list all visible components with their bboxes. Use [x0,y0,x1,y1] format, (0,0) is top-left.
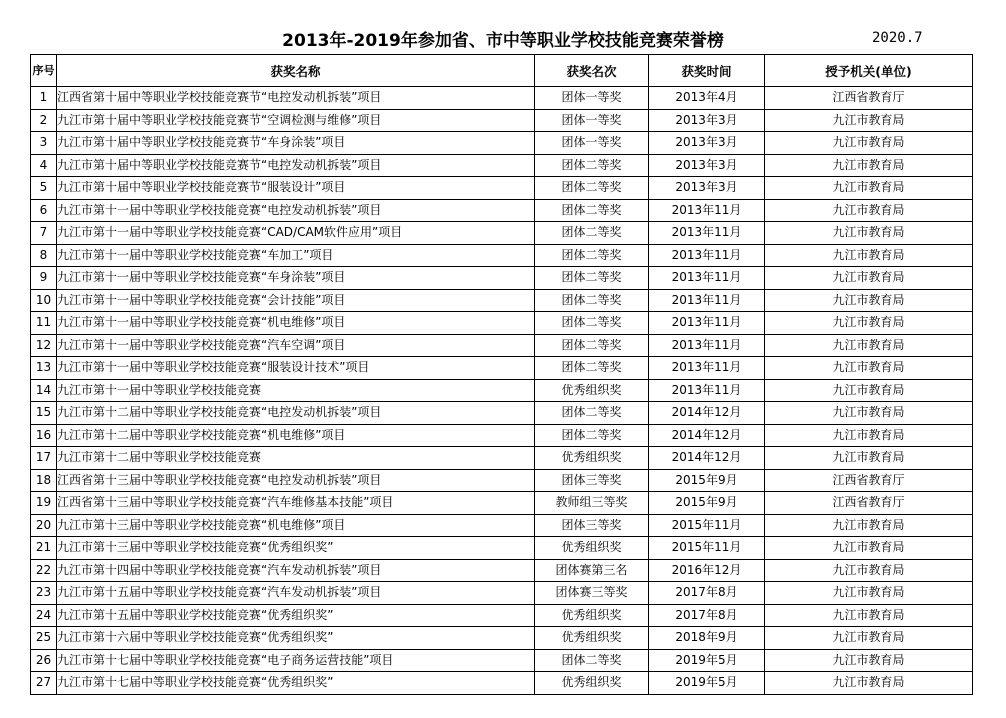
table-row [31,177,973,200]
cell-award-time: 2015年11月 [649,537,765,560]
cell-seq: 2 [31,109,57,132]
cell-award-name: 九江市第十一届中等职业学校技能竞赛“会计技能”项目 [57,289,535,312]
cell-seq: 6 [31,199,57,222]
cell-award-time: 2013年11月 [649,357,765,380]
cell-award-time: 2017年8月 [649,604,765,627]
cell-award-rank: 团体一等奖 [535,87,649,110]
cell-award-org: 九江市教育局 [765,582,973,605]
cell-award-name: 九江市第十届中等职业学校技能竞赛节“空调检测与维修”项目 [57,109,535,132]
cell-seq: 9 [31,267,57,290]
cell-award-rank: 优秀组织奖 [535,672,649,695]
cell-award-name: 九江市第十三届中等职业学校技能竞赛“优秀组织奖” [57,537,535,560]
cell-award-org: 九江市教育局 [765,357,973,380]
cell-seq: 20 [31,514,57,537]
cell-award-name: 九江市第十七届中等职业学校技能竞赛“电子商务运营技能”项目 [57,649,535,672]
cell-award-name: 九江市第十二届中等职业学校技能竞赛“电控发动机拆装”项目 [57,402,535,425]
table-row [31,334,973,357]
table-row [31,447,973,470]
table-row [31,87,973,110]
cell-seq: 1 [31,87,57,110]
cell-seq: 5 [31,177,57,200]
cell-award-name: 江西省第十届中等职业学校技能竞赛节“电控发动机拆装”项目 [57,87,535,110]
cell-award-rank: 团体一等奖 [535,109,649,132]
cell-award-time: 2016年12月 [649,559,765,582]
table-row [31,379,973,402]
cell-seq: 21 [31,537,57,560]
cell-award-name: 九江市第十三届中等职业学校技能竞赛“机电维修”项目 [57,514,535,537]
cell-award-rank: 团体三等奖 [535,514,649,537]
cell-award-name: 九江市第十一届中等职业学校技能竞赛“车加工”项目 [57,244,535,267]
cell-seq: 22 [31,559,57,582]
cell-award-org: 江西省教育厅 [765,469,973,492]
cell-award-name: 九江市第十二届中等职业学校技能竞赛 [57,447,535,470]
cell-award-name: 江西省第十三届中等职业学校技能竞赛“电控发动机拆装”项目 [57,469,535,492]
cell-award-time: 2019年5月 [649,672,765,695]
header-rank: 获奖名次 [535,55,649,87]
table-row [31,244,973,267]
cell-award-org: 江西省教育厅 [765,492,973,515]
cell-seq: 25 [31,627,57,650]
cell-seq: 12 [31,334,57,357]
table-row [31,424,973,447]
cell-award-rank: 团体二等奖 [535,649,649,672]
table-row [31,672,973,695]
cell-award-time: 2013年11月 [649,379,765,402]
cell-award-org: 九江市教育局 [765,267,973,290]
cell-award-time: 2017年8月 [649,582,765,605]
table-row [31,267,973,290]
cell-seq: 23 [31,582,57,605]
cell-award-rank: 团体二等奖 [535,154,649,177]
cell-award-rank: 团体二等奖 [535,244,649,267]
cell-seq: 10 [31,289,57,312]
cell-award-org: 九江市教育局 [765,514,973,537]
cell-award-org: 九江市教育局 [765,312,973,335]
cell-award-rank: 优秀组织奖 [535,627,649,650]
cell-award-rank: 团体二等奖 [535,177,649,200]
cell-seq: 27 [31,672,57,695]
cell-award-rank: 团体二等奖 [535,222,649,245]
cell-award-org: 九江市教育局 [765,177,973,200]
cell-award-time: 2019年5月 [649,649,765,672]
page-title: 2013年-2019年参加省、市中等职业学校技能竞赛荣誉榜 [282,31,724,51]
cell-award-name: 九江市第十一届中等职业学校技能竞赛“CAD/CAM软件应用”项目 [57,222,535,245]
cell-award-name: 九江市第十届中等职业学校技能竞赛节“电控发动机拆装”项目 [57,154,535,177]
cell-award-name: 九江市第十一届中等职业学校技能竞赛“服装设计技术”项目 [57,357,535,380]
cell-award-name: 九江市第十六届中等职业学校技能竞赛“优秀组织奖” [57,627,535,650]
cell-award-rank: 团体一等奖 [535,132,649,155]
cell-award-rank: 团体二等奖 [535,199,649,222]
cell-award-rank: 团体二等奖 [535,424,649,447]
cell-award-org: 九江市教育局 [765,154,973,177]
cell-seq: 8 [31,244,57,267]
cell-seq: 11 [31,312,57,335]
cell-award-time: 2013年3月 [649,177,765,200]
cell-award-org: 江西省教育厅 [765,87,973,110]
cell-award-rank: 团体赛第三名 [535,559,649,582]
cell-award-org: 九江市教育局 [765,402,973,425]
table-row [31,357,973,380]
cell-award-name: 九江市第十二届中等职业学校技能竞赛“机电维修”项目 [57,424,535,447]
header-time: 获奖时间 [649,55,765,87]
table-row [31,604,973,627]
cell-award-time: 2013年11月 [649,244,765,267]
cell-seq: 26 [31,649,57,672]
header-seq: 序号 [31,55,57,87]
table-row [31,109,973,132]
cell-award-org: 九江市教育局 [765,289,973,312]
table-row [31,222,973,245]
cell-award-name: 九江市第十五届中等职业学校技能竞赛“优秀组织奖” [57,604,535,627]
table-row [31,537,973,560]
cell-seq: 4 [31,154,57,177]
table-row [31,649,973,672]
table-row [31,154,973,177]
table-row [31,582,973,605]
cell-award-org: 九江市教育局 [765,672,973,695]
cell-award-rank: 团体二等奖 [535,289,649,312]
cell-award-time: 2015年9月 [649,469,765,492]
cell-award-rank: 团体二等奖 [535,357,649,380]
cell-award-name: 九江市第十一届中等职业学校技能竞赛“机电维修”项目 [57,312,535,335]
cell-award-time: 2015年11月 [649,514,765,537]
cell-award-org: 九江市教育局 [765,627,973,650]
cell-award-time: 2013年11月 [649,334,765,357]
table-row [31,559,973,582]
cell-award-rank: 团体三等奖 [535,469,649,492]
table-row [31,627,973,650]
table-row [31,199,973,222]
cell-seq: 24 [31,604,57,627]
cell-award-name: 九江市第十一届中等职业学校技能竞赛“汽车空调”项目 [57,334,535,357]
table-row [31,492,973,515]
cell-seq: 17 [31,447,57,470]
cell-award-name: 江西省第十三届中等职业学校技能竞赛“汽车维修基本技能”项目 [57,492,535,515]
cell-award-name: 九江市第十七届中等职业学校技能竞赛“优秀组织奖” [57,672,535,695]
cell-award-time: 2015年9月 [649,492,765,515]
cell-award-time: 2013年11月 [649,289,765,312]
cell-seq: 7 [31,222,57,245]
cell-award-name: 九江市第十届中等职业学校技能竞赛节“服装设计”项目 [57,177,535,200]
cell-award-rank: 团体二等奖 [535,312,649,335]
table-row [31,132,973,155]
cell-seq: 14 [31,379,57,402]
cell-award-rank: 团体二等奖 [535,267,649,290]
cell-award-rank: 教师组三等奖 [535,492,649,515]
cell-award-org: 九江市教育局 [765,199,973,222]
cell-award-time: 2013年3月 [649,109,765,132]
cell-award-time: 2013年3月 [649,132,765,155]
cell-seq: 3 [31,132,57,155]
cell-seq: 15 [31,402,57,425]
cell-award-name: 九江市第十一届中等职业学校技能竞赛“车身涂装”项目 [57,267,535,290]
table-row [31,289,973,312]
header-org: 授予机关(单位) [765,55,973,87]
cell-award-org: 九江市教育局 [765,559,973,582]
document-date: 2020.7 [872,30,923,46]
cell-seq: 13 [31,357,57,380]
table-header-row [31,55,973,87]
table-row [31,402,973,425]
cell-award-rank: 优秀组织奖 [535,537,649,560]
cell-award-time: 2013年11月 [649,312,765,335]
cell-award-rank: 优秀组织奖 [535,447,649,470]
cell-award-org: 九江市教育局 [765,537,973,560]
header-name: 获奖名称 [57,55,535,87]
cell-award-name: 九江市第十一届中等职业学校技能竞赛 [57,379,535,402]
cell-award-org: 九江市教育局 [765,334,973,357]
cell-award-name: 九江市第十一届中等职业学校技能竞赛“电控发动机拆装”项目 [57,199,535,222]
cell-award-org: 九江市教育局 [765,244,973,267]
cell-award-time: 2018年9月 [649,627,765,650]
cell-award-org: 九江市教育局 [765,109,973,132]
cell-award-name: 九江市第十届中等职业学校技能竞赛节“车身涂装”项目 [57,132,535,155]
cell-award-org: 九江市教育局 [765,379,973,402]
cell-award-time: 2014年12月 [649,424,765,447]
cell-award-rank: 团体二等奖 [535,402,649,425]
cell-award-name: 九江市第十五届中等职业学校技能竞赛“汽车发动机拆装”项目 [57,582,535,605]
cell-seq: 18 [31,469,57,492]
cell-award-org: 九江市教育局 [765,424,973,447]
table-row [31,514,973,537]
cell-award-time: 2013年4月 [649,87,765,110]
cell-seq: 16 [31,424,57,447]
cell-award-time: 2014年12月 [649,447,765,470]
cell-award-time: 2013年11月 [649,222,765,245]
cell-award-rank: 优秀组织奖 [535,379,649,402]
cell-award-org: 九江市教育局 [765,132,973,155]
cell-award-org: 九江市教育局 [765,649,973,672]
cell-award-rank: 团体赛三等奖 [535,582,649,605]
cell-award-time: 2013年11月 [649,267,765,290]
cell-award-time: 2013年11月 [649,199,765,222]
table-row [31,469,973,492]
cell-award-rank: 团体二等奖 [535,334,649,357]
cell-award-rank: 优秀组织奖 [535,604,649,627]
table-row [31,312,973,335]
honor-table [30,54,973,695]
cell-award-time: 2013年3月 [649,154,765,177]
cell-seq: 19 [31,492,57,515]
cell-award-org: 九江市教育局 [765,447,973,470]
cell-award-org: 九江市教育局 [765,222,973,245]
cell-award-time: 2014年12月 [649,402,765,425]
cell-award-name: 九江市第十四届中等职业学校技能竞赛“汽车发动机拆装”项目 [57,559,535,582]
cell-award-org: 九江市教育局 [765,604,973,627]
